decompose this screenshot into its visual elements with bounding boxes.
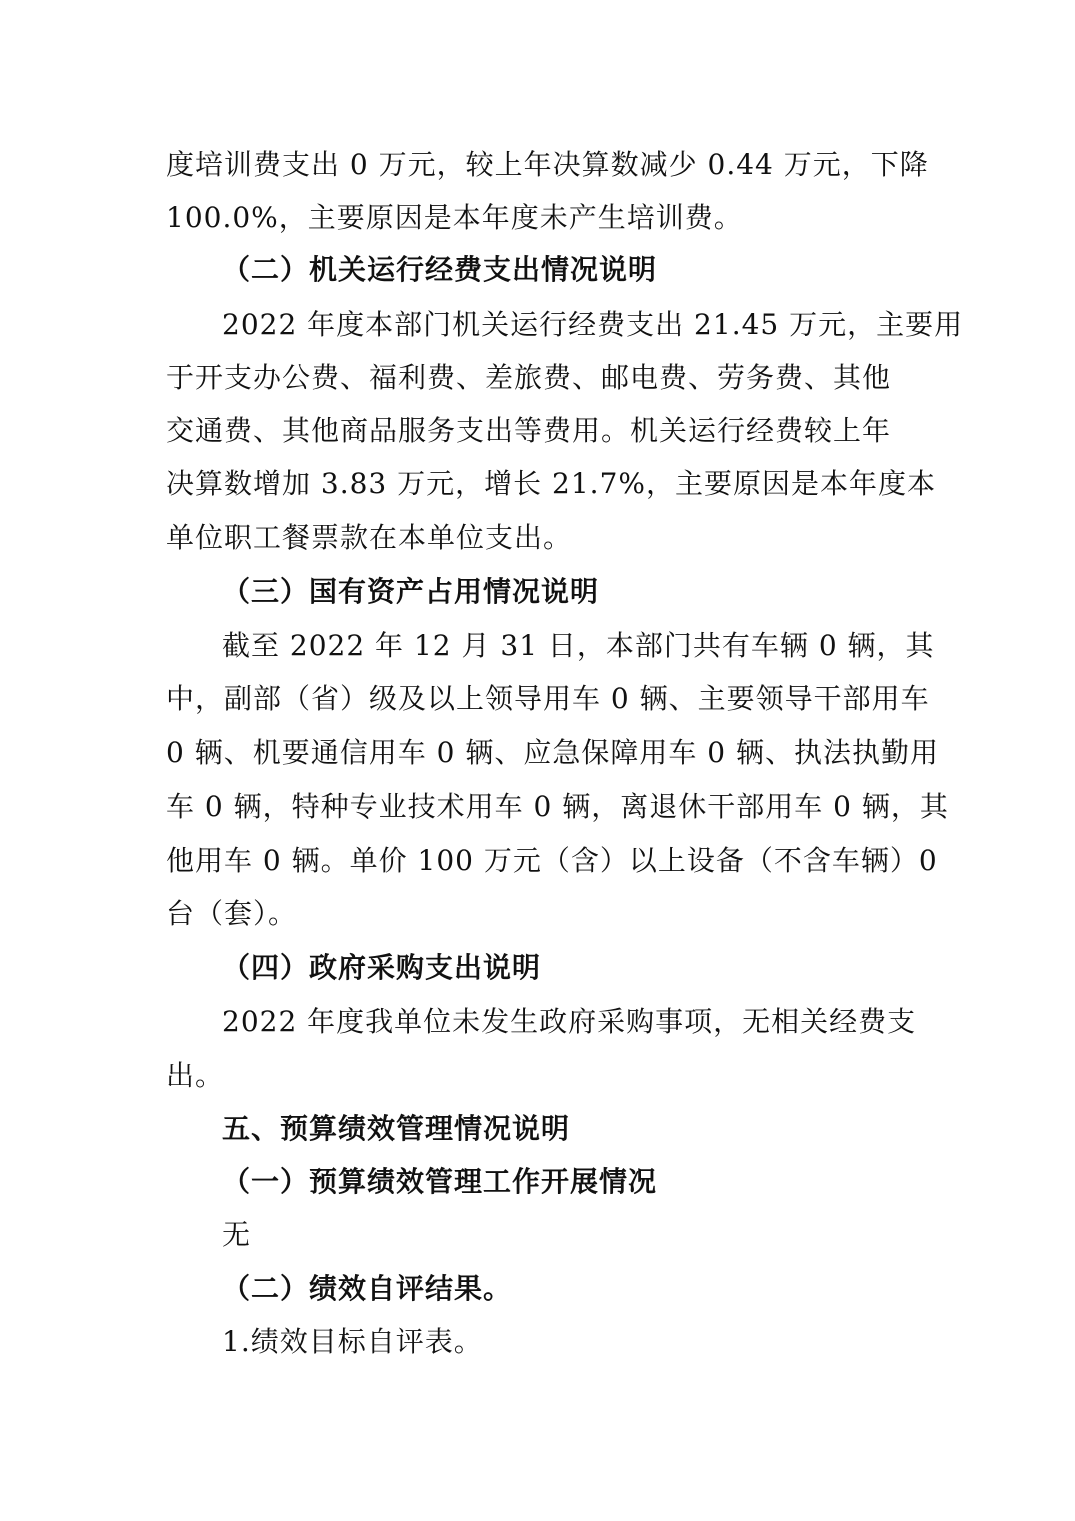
paragraph-line: 2022 年度我单位未发生政府采购事项，无相关经费支 [222,1005,917,1038]
paragraph-line: 决算数增加 3.83 万元，增长 21.7%，主要原因是本年度本 [166,467,936,500]
paragraph-line: 车 0 辆，特种专业技术用车 0 辆，离退休干部用车 0 辆，其 [166,790,949,823]
paragraph-line: 他用车 0 辆。单价 100 万元（含）以上设备（不含车辆）0 [166,844,938,877]
paragraph-line: 截至 2022 年 12 月 31 日，本部门共有车辆 0 辆，其 [222,629,935,662]
paragraph-line: 于开支办公费、福利费、差旅费、邮电费、劳务费、其他 [166,361,892,394]
paragraph-line: 0 辆、机要通信用车 0 辆、应急保障用车 0 辆、执法执勤用 [166,736,939,769]
paragraph-line: 单位职工餐票款在本单位支出。 [166,521,573,554]
section-heading: （二）绩效自评结果。 [222,1272,513,1305]
paragraph-line: 度培训费支出 0 万元，较上年决算数减少 0.44 万元，下降 [166,148,929,181]
section-heading: （一）预算绩效管理工作开展情况 [222,1165,658,1198]
paragraph-line: 中，副部（省）级及以上领导用车 0 辆、主要领导干部用车 [166,682,930,715]
paragraph-line: 出。 [166,1059,225,1092]
paragraph-line: 交通费、其他商品服务支出等费用。机关运行经费较上年 [166,414,892,447]
paragraph-line: 无 [222,1218,252,1251]
paragraph-line: 2022 年度本部门机关运行经费支出 21.45 万元，主要用 [222,308,964,341]
paragraph-line: 台（套）。 [166,897,298,930]
paragraph-line: 1.绩效目标自评表。 [222,1325,483,1358]
paragraph-line: 100.0%，主要原因是本年度未产生培训费。 [166,201,743,234]
section-heading: （三）国有资产占用情况说明 [222,575,600,608]
section-heading: （四）政府采购支出说明 [222,951,542,984]
major-heading: 五、预算绩效管理情况说明 [222,1112,571,1145]
section-heading: （二）机关运行经费支出情况说明 [222,253,658,286]
